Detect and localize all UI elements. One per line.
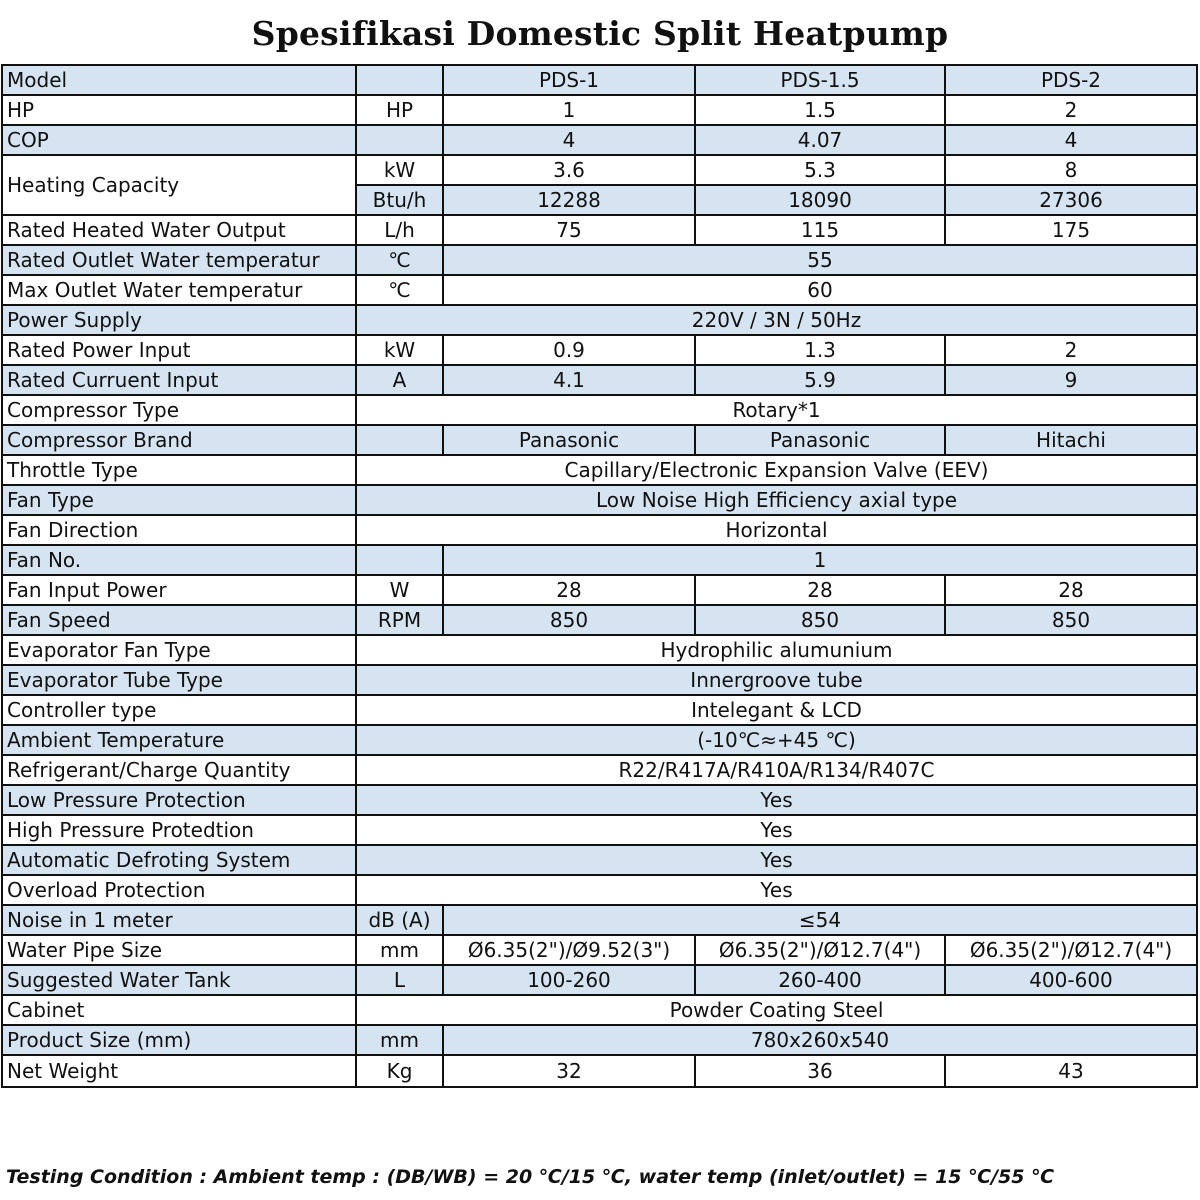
value-cell: Panasonic (443, 425, 695, 455)
table-row-size (2, 1025, 1197, 1055)
row-label: Compressor Brand (2, 425, 356, 455)
row-label: Heating Capacity (2, 155, 356, 215)
table-row-power-input (2, 335, 1197, 365)
row-label: Model (2, 65, 356, 95)
row-label: COP (2, 125, 356, 155)
table-row-hp (2, 95, 1197, 125)
value-cell: 60 (443, 275, 1197, 305)
row-label: Cabinet (2, 995, 356, 1025)
row-label: Fan Type (2, 485, 356, 515)
table-row-power-supply (2, 305, 1197, 335)
unit-cell: Kg (356, 1055, 443, 1087)
row-label: Low Pressure Protection (2, 785, 356, 815)
value-cell: 2 (945, 95, 1197, 125)
model-header: PDS-1 (443, 65, 695, 95)
value-cell: Low Noise High Efficiency axial type (356, 485, 1197, 515)
table-row-fan-power (2, 575, 1197, 605)
value-cell: 28 (443, 575, 695, 605)
row-label: High Pressure Protedtion (2, 815, 356, 845)
value-cell: 36 (695, 1055, 945, 1087)
unit-cell: HP (356, 95, 443, 125)
table-row-water-output (2, 215, 1197, 245)
table-row-ambient (2, 725, 1197, 755)
value-cell: 850 (443, 605, 695, 635)
value-cell: Ø6.35(2")/Ø12.7(4") (695, 935, 945, 965)
row-label: Net Weight (2, 1055, 356, 1087)
value-cell: 9 (945, 365, 1197, 395)
table-row-fan-no (2, 545, 1197, 575)
row-label: Overload Protection (2, 875, 356, 905)
row-label: Evaporator Fan Type (2, 635, 356, 665)
value-cell: Yes (356, 785, 1197, 815)
value-cell: 850 (695, 605, 945, 635)
value-cell: 780x260x540 (443, 1025, 1197, 1055)
model-header: PDS-2 (945, 65, 1197, 95)
row-label: Fan Direction (2, 515, 356, 545)
row-label: Evaporator Tube Type (2, 665, 356, 695)
table-row-tank (2, 965, 1197, 995)
row-label: Fan Input Power (2, 575, 356, 605)
table-row-compressor-brand (2, 425, 1197, 455)
row-label: Noise in 1 meter (2, 905, 356, 935)
unit-cell (356, 425, 443, 455)
table-row-evap-tube (2, 665, 1197, 695)
table-row-compressor-type (2, 395, 1197, 425)
unit-cell: kW (356, 155, 443, 185)
row-label: Power Supply (2, 305, 356, 335)
value-cell: 5.9 (695, 365, 945, 395)
value-cell: Powder Coating Steel (356, 995, 1197, 1025)
value-cell: 3.6 (443, 155, 695, 185)
value-cell: Yes (356, 875, 1197, 905)
value-cell: 1.5 (695, 95, 945, 125)
table-row-rated-outlet (2, 245, 1197, 275)
unit-cell: ℃ (356, 275, 443, 305)
value-cell: Panasonic (695, 425, 945, 455)
table-row-weight (2, 1055, 1197, 1087)
unit-cell (356, 545, 443, 575)
value-cell: 4 (443, 125, 695, 155)
value-cell: 28 (695, 575, 945, 605)
table-row-pipe (2, 935, 1197, 965)
table-row-noise (2, 905, 1197, 935)
value-cell: Hitachi (945, 425, 1197, 455)
unit-cell: L (356, 965, 443, 995)
value-cell: Innergroove tube (356, 665, 1197, 695)
unit-cell: ℃ (356, 245, 443, 275)
unit-cell (356, 125, 443, 155)
table-row-overload (2, 875, 1197, 905)
table-row-evap-fan (2, 635, 1197, 665)
row-label: Automatic Defroting System (2, 845, 356, 875)
row-label: Compressor Type (2, 395, 356, 425)
value-cell: Yes (356, 815, 1197, 845)
page-title: Spesifikasi Domestic Split Heatpump (251, 14, 949, 53)
unit-cell: kW (356, 335, 443, 365)
table-row-fan-speed (2, 605, 1197, 635)
row-label: Fan No. (2, 545, 356, 575)
unit-cell: dB (A) (356, 905, 443, 935)
unit-cell: A (356, 365, 443, 395)
spec-table (1, 64, 1198, 1088)
value-cell: Yes (356, 845, 1197, 875)
unit-cell: RPM (356, 605, 443, 635)
value-cell: 27306 (945, 185, 1197, 215)
row-label: Suggested Water Tank (2, 965, 356, 995)
model-header: PDS-1.5 (695, 65, 945, 95)
value-cell: 18090 (695, 185, 945, 215)
value-cell: Capillary/Electronic Expansion Valve (EEV) (356, 455, 1197, 485)
value-cell: Hydrophilic alumunium (356, 635, 1197, 665)
value-cell: 4.07 (695, 125, 945, 155)
table-row-max-outlet (2, 275, 1197, 305)
value-cell: Horizontal (356, 515, 1197, 545)
value-cell: 1.3 (695, 335, 945, 365)
value-cell: 75 (443, 215, 695, 245)
row-label: Water Pipe Size (2, 935, 356, 965)
value-cell: Ø6.35(2")/Ø9.52(3") (443, 935, 695, 965)
row-label: Rated Power Input (2, 335, 356, 365)
table-row-heating-kw (2, 155, 1197, 185)
value-cell: 5.3 (695, 155, 945, 185)
row-label: Fan Speed (2, 605, 356, 635)
value-cell: (-10℃≈+45 ℃) (356, 725, 1197, 755)
unit-cell: L/h (356, 215, 443, 245)
value-cell: 220V / 3N / 50Hz (356, 305, 1197, 335)
table-row-controller (2, 695, 1197, 725)
row-label: HP (2, 95, 356, 125)
table-row-throttle (2, 455, 1197, 485)
value-cell: 175 (945, 215, 1197, 245)
unit-cell (356, 65, 443, 95)
table-row-refrigerant (2, 755, 1197, 785)
table-row-fan-direction (2, 515, 1197, 545)
value-cell: 55 (443, 245, 1197, 275)
value-cell: ≤54 (443, 905, 1197, 935)
unit-cell: mm (356, 1025, 443, 1055)
testing-condition-note: Testing Condition : Ambient temp : (DB/WB) = 20 ℃/15 ℃, water temp (inlet/outlet) = 15 ℃/55 ℃ (6, 1166, 1055, 1188)
value-cell: Ø6.35(2")/Ø12.7(4") (945, 935, 1197, 965)
row-label: Controller type (2, 695, 356, 725)
value-cell: 1 (443, 545, 1197, 575)
value-cell: 100-260 (443, 965, 695, 995)
row-label: Refrigerant/Charge Quantity (2, 755, 356, 785)
value-cell: 28 (945, 575, 1197, 605)
value-cell: 2 (945, 335, 1197, 365)
table-row-high-pressure (2, 815, 1197, 845)
value-cell: 115 (695, 215, 945, 245)
value-cell: 8 (945, 155, 1197, 185)
value-cell: 32 (443, 1055, 695, 1087)
value-cell: 4.1 (443, 365, 695, 395)
row-label: Rated Heated Water Output (2, 215, 356, 245)
value-cell: 0.9 (443, 335, 695, 365)
table-row-cabinet (2, 995, 1197, 1025)
unit-cell: W (356, 575, 443, 605)
value-cell: 850 (945, 605, 1197, 635)
table-row-cop (2, 125, 1197, 155)
row-label: Ambient Temperature (2, 725, 356, 755)
table-row-fan-type (2, 485, 1197, 515)
value-cell: 43 (945, 1055, 1197, 1087)
table-row-model (2, 65, 1197, 95)
value-cell: Rotary*1 (356, 395, 1197, 425)
value-cell: 4 (945, 125, 1197, 155)
row-label: Throttle Type (2, 455, 356, 485)
row-label: Rated Outlet Water temperatur (2, 245, 356, 275)
table-row-current-input (2, 365, 1197, 395)
unit-cell: Btu/h (356, 185, 443, 215)
value-cell: 400-600 (945, 965, 1197, 995)
row-label: Max Outlet Water temperatur (2, 275, 356, 305)
value-cell: 1 (443, 95, 695, 125)
table-row-low-pressure (2, 785, 1197, 815)
unit-cell: mm (356, 935, 443, 965)
row-label: Product Size (mm) (2, 1025, 356, 1055)
value-cell: R22/R417A/R410A/R134/R407C (356, 755, 1197, 785)
value-cell: 260-400 (695, 965, 945, 995)
value-cell: Intelegant & LCD (356, 695, 1197, 725)
value-cell: 12288 (443, 185, 695, 215)
row-label: Rated Curruent Input (2, 365, 356, 395)
table-row-defrost (2, 845, 1197, 875)
